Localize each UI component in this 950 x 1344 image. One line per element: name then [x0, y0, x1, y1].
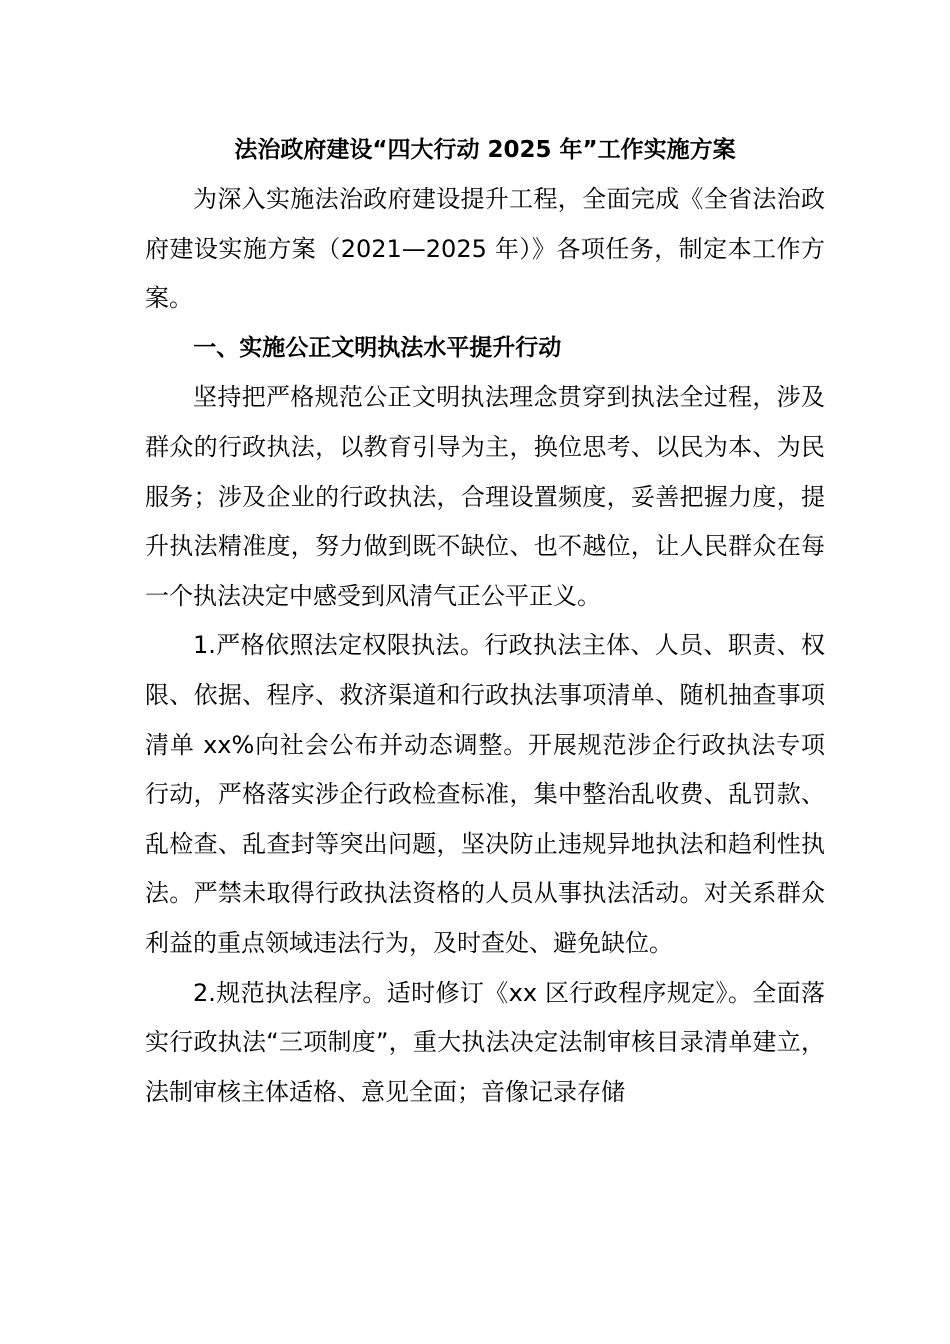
item-2-paragraph: 2.规范执法程序。适时修订《xx 区行政程序规定》。全面落实行政执法“三项制度”，重大执法决定法制审核目录清单建立，法制审核主体适格、意见全面；音像记录存储: [145, 978, 825, 1106]
item-1-paragraph: 1.严格依照法定权限执法。行政执法主体、人员、职责、权限、依据、程序、救济渠道和行政执法事项清单、随机抽查事项清单 xx%向社会公布并动态调整。开展规范涉企行政执法专项行动，严格落实涉企行政检查标准，集中整治乱收费、乱罚款、乱检查、乱查封等突出问题，坚决防止违规异地执法和趋利性执法。严禁未取得行政执法资格的人员从事执法活动。对关系群众利益的重点领域违法行为，及时查处、避免缺位。: [145, 631, 825, 957]
document-body: [145, 130, 825, 1117]
document-title: 法治政府建设“四大行动 2025 年”工作实施方案: [234, 137, 736, 163]
intro-paragraph: 为深入实施法治政府建设提升工程，全面完成《全省法治政府建设实施方案（2021—2025 年）》各项任务，制定本工作方案。: [145, 185, 825, 313]
section-heading: 一、实施公正文明执法水平提升行动: [193, 334, 562, 361]
section-paragraph: 坚持把严格规范公正文明执法理念贯穿到执法全过程，涉及群众的行政执法，以教育引导为主，换位思考、以民为本、为民服务；涉及企业的行政执法，合理设置频度，妥善把握力度，提升执法精准度，努力做到既不缺位、也不越位，让人民群众在每一个执法决定中感受到风清气正公平正义。: [145, 383, 825, 610]
